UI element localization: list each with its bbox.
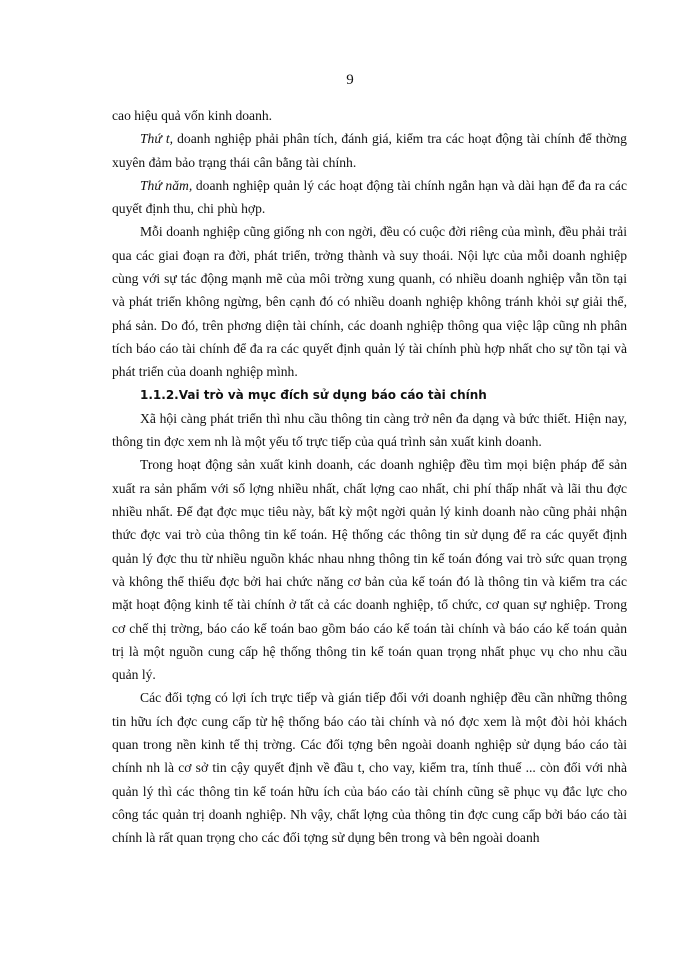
- section-heading: 1.1.2.Vai trò và mục đích sử dụng báo cáo tài chính: [140, 387, 487, 402]
- paragraph-3: [112, 174, 627, 221]
- paragraph-2: [112, 127, 627, 174]
- paragraph-1: cao hiệu quả vốn kinh doanh.: [112, 108, 273, 123]
- paragraph-2-text: doanh nghiệp phải phân tích, đánh giá, kiểm tra các hoạt động tài chính để thờng xuyên đảm bảo trạng thái cân bằng tài chính.: [112, 131, 627, 170]
- paragraph-4: Mỗi doanh nghiệp cũng giống nh con ngời, đều có cuộc đời riêng của mình, đều phải trải qua các giai đoạn ra đời, phát triển, trởng thành và suy thoái. Nội lực của mỗi doanh nghiệp cùng với sự tác động mạnh mẽ của môi trờng xung quanh, có nhiều doanh nghiệp vẫn tồn tại và phát triển không ngừng, bên cạnh đó có nhiều doanh nghiệp không tránh khỏi sự giải thể, phá sản. Do đó, trên phơng diện tài chính, các doanh nghiệp thông qua việc lập cũng nh phân tích báo cáo tài chính để đa ra các quyết định quản lý tài chính phù hợp nhất cho sự tồn tại và phát triển của doanh nghiệp mình.: [112, 224, 627, 380]
- paragraph-2-lead: Thứ t,: [140, 131, 174, 147]
- page-number: 9: [346, 72, 354, 88]
- paragraph-3-lead: Thứ năm,: [140, 177, 193, 193]
- document-body: [112, 104, 627, 850]
- paragraph-7: Các đối tợng có lợi ích trực tiếp và gián tiếp đối với doanh nghiệp đều cần những thông tin hữu ích đợc cung cấp từ hệ thống báo cáo tài chính và nó đợc xem là một đòi hỏi khách quan trong nền kinh tế thị trờng. Các đối tợng bên ngoài doanh nghiệp sử dụng báo cáo tài chính nh là cơ sở tin cậy quyết định về đầu t, cho vay, kiểm tra, tính thuế ... còn đối với nhà quản lý thì các thông tin kế toán hữu ích của báo cáo tài chính cũng sẽ phục vụ đắc lực cho công tác quản trị doanh nghiệp. Nh vậy, chất lợng của thông tin đợc cung cấp bởi báo cáo tài chính là rất quan trọng cho các đối tợng sử dụng bên trong và bên ngoài doanh: [112, 690, 627, 846]
- paragraph-3-text: doanh nghiệp quản lý các hoạt động tài chính ngắn hạn và dài hạn để đa ra các quyết định thu, chi phù hợp.: [112, 177, 627, 217]
- paragraph-6: Trong hoạt động sản xuất kinh doanh, các doanh nghiệp đều tìm mọi biện pháp để sản xuất ra sản phẩm với số lợng nhiều nhất, chất lợng cao nhất, chi phí thấp nhất và lãi thu đợc nhiều nhất. Để đạt đợc mục tiêu này, bất kỳ một ngời quản lý kinh doanh nào cũng phải nhận thức đợc vai trò của thông tin kế toán. Hệ thống các thông tin sử dụng để ra các quyết định quản lý đợc thu từ nhiều nguồn khác nhau nhng thông tin kế toán đóng vai trò sức quan trọng và không thể thiếu đợc bởi hai chức năng cơ bản của kế toán đó là thông tin và kiểm tra các mặt hoạt động kinh tế tài chính ở tất cả các doanh nghiệp, tổ chức, cơ quan sự nghiệp. Trong cơ chế thị trờng, báo cáo kế toán bao gồm báo cáo kế toán tài chính và báo cáo kế toán quản trị là một nguồn cung cấp hệ thống thông tin kế toán quan trọng nhất phục vụ cho nhu cầu quản lý.: [112, 457, 627, 683]
- paragraph-5: Xã hội càng phát triển thì nhu cầu thông tin càng trở nên đa dạng và bức thiết. Hiện nay, thông tin đợc xem nh là một yếu tố trực tiếp của quá trình sản xuất kinh doanh.: [112, 410, 627, 450]
